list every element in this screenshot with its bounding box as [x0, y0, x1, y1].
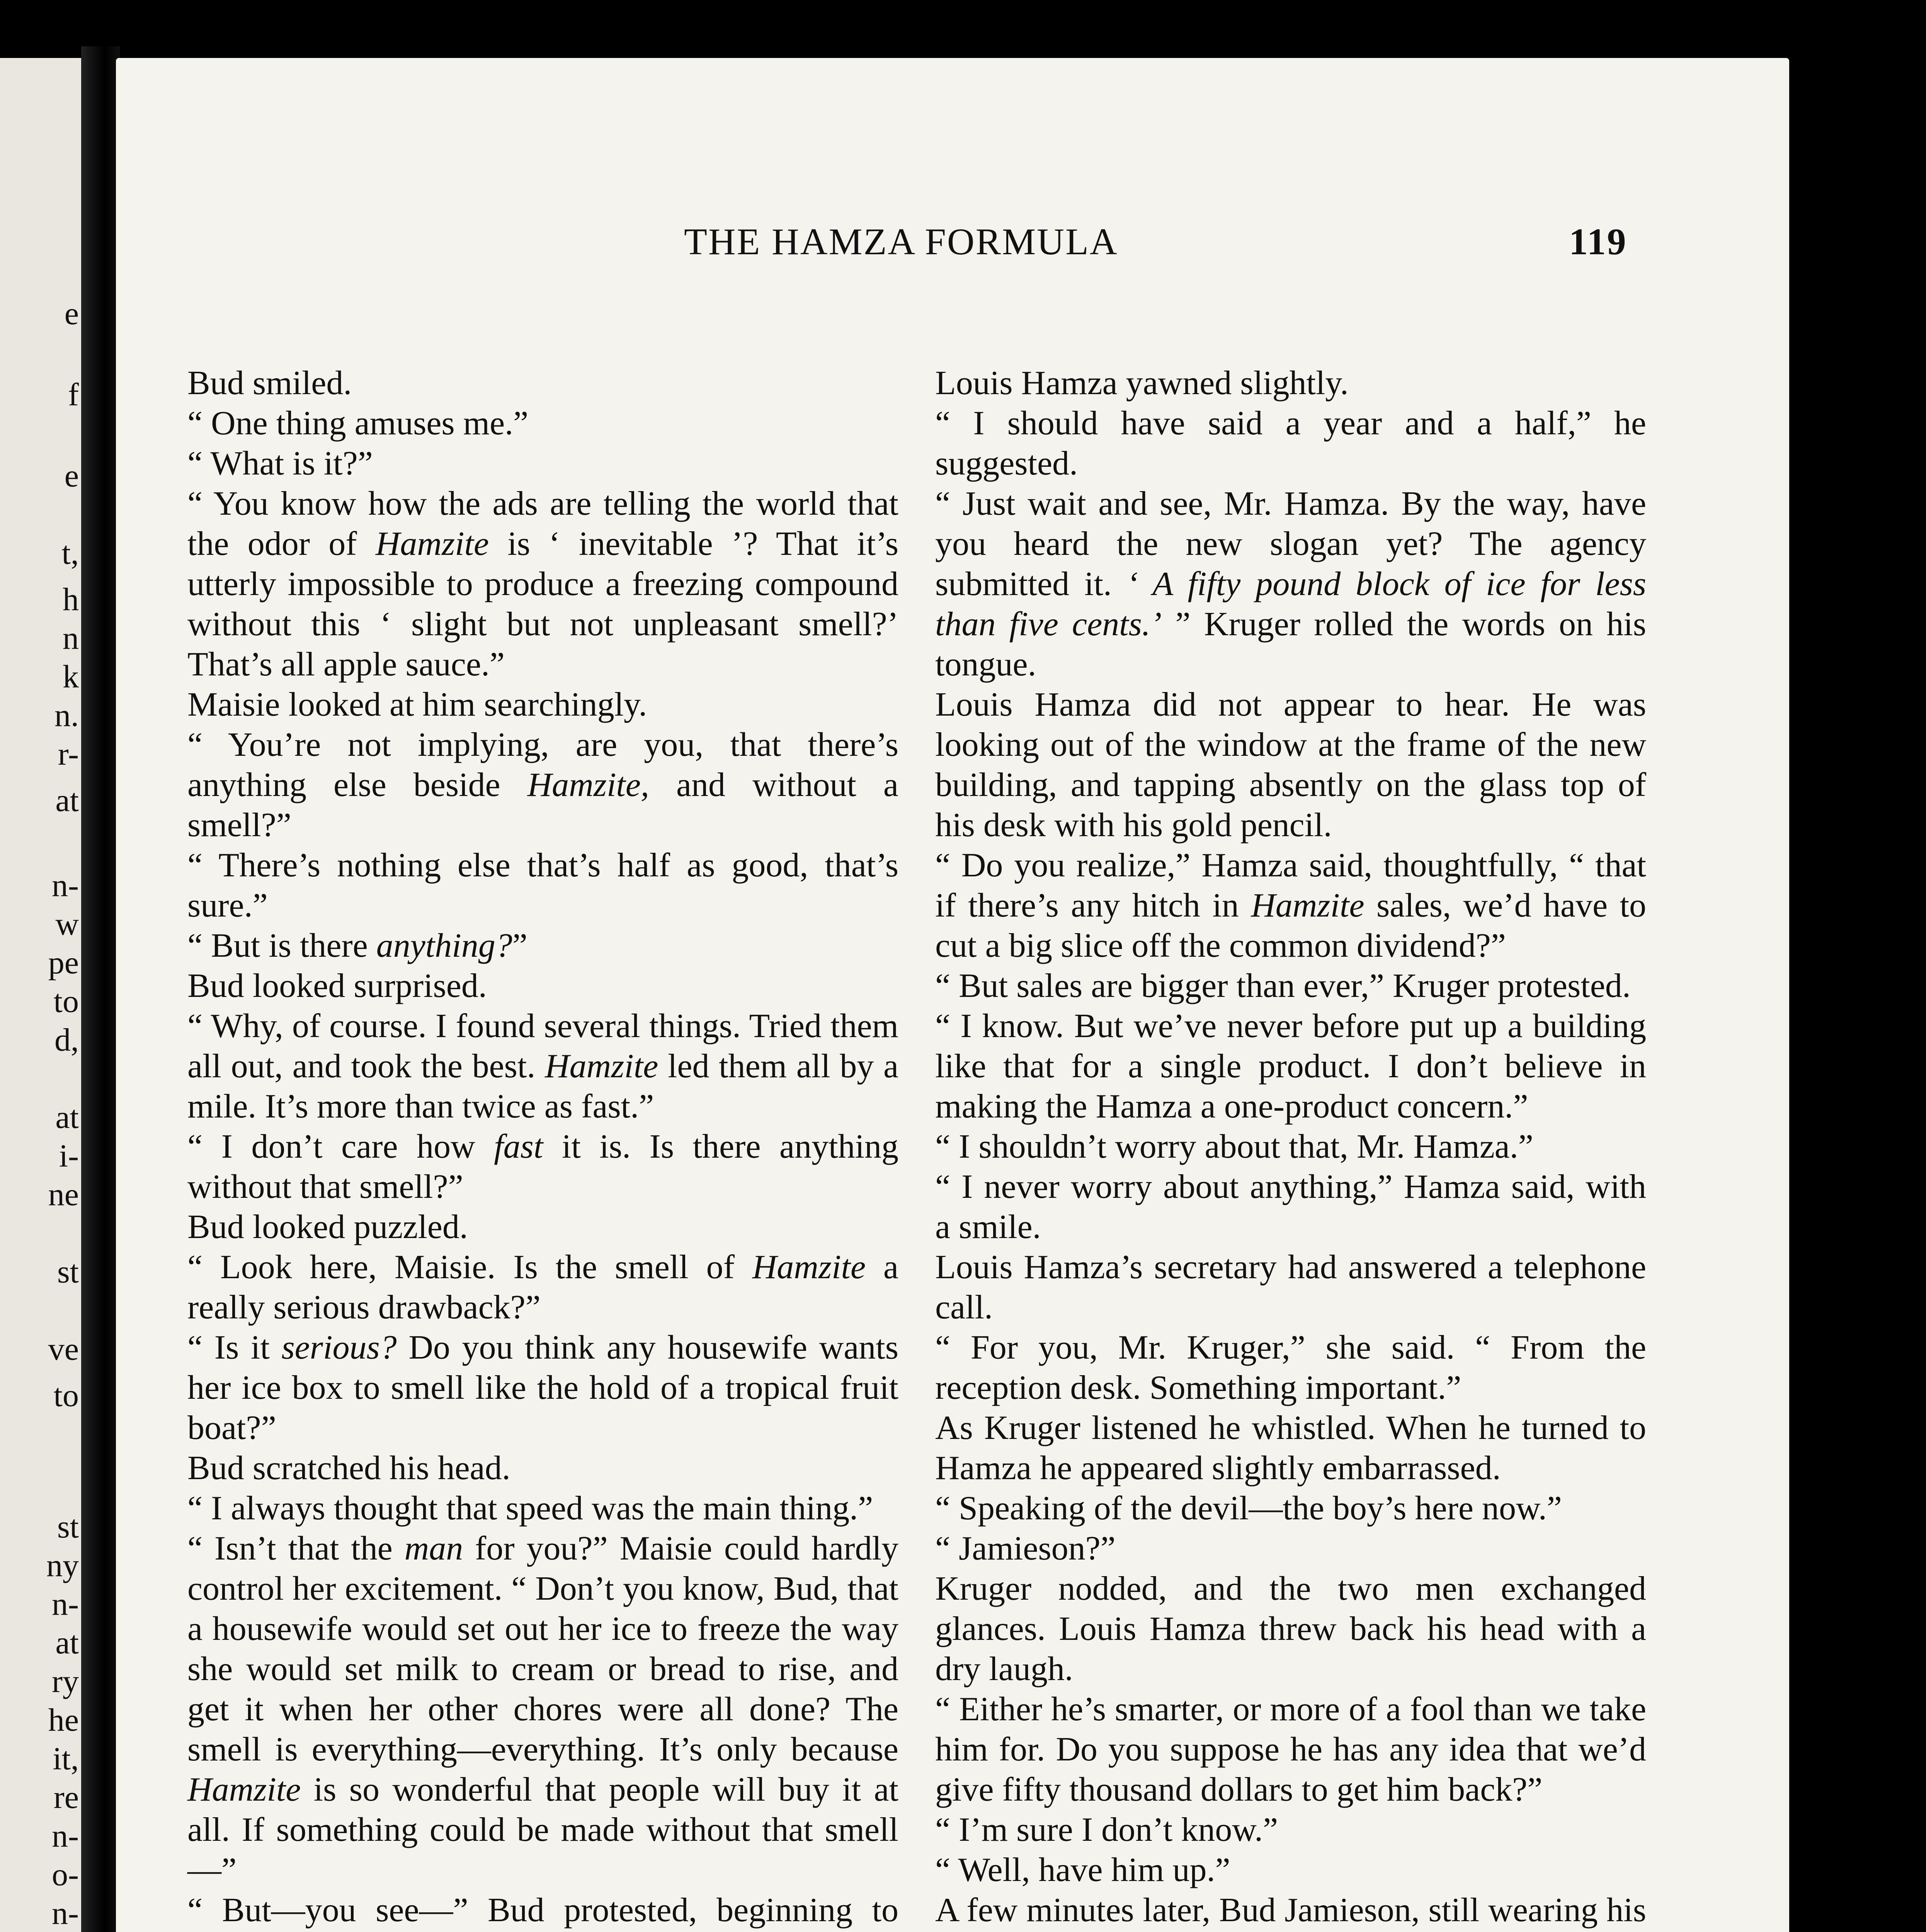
facing-page-fragment: n-: [52, 1586, 79, 1622]
facing-page-fragment: it,: [53, 1741, 79, 1777]
left-column: [187, 363, 898, 1932]
paragraph: “ Do you realize,” Hamza said, thoughtfully, “ that if there’s any hitch in Hamzite sales, we’d have to cut a big slice off the common dividend?”: [935, 847, 1646, 964]
paragraph: “ Just wait and see, Mr. Hamza. By the way, have you heard the new slogan yet? The agency submitted it. ‘ A fifty pound block of ice for less than five cents.’ ” Kruger rolled the words on his tongue.: [935, 485, 1646, 683]
paragraph: A few minutes later, Bud Jamieson, still wearing his: [935, 1891, 1646, 1929]
facing-page-fragment: n: [63, 620, 79, 656]
paragraph: “ Is it serious? Do you think any housewife wants her ice box to smell like the hold of a tropical fruit boat?”: [187, 1329, 899, 1447]
facing-page-fragment: e: [64, 458, 79, 494]
paragraph: Bud smiled.: [187, 364, 352, 402]
page-number: 119: [1569, 221, 1627, 263]
paragraph: “ I know. But we’ve never before put up a building like that for a single product. I don’t believe in making the Hamza a one-product concern.”: [935, 1007, 1646, 1125]
facing-page-fragment: i-: [59, 1138, 79, 1174]
facing-page-fragment: h: [63, 582, 79, 617]
facing-page-fragment: r-: [58, 736, 79, 772]
paragraph: “ You know how the ads are telling the world that the odor of Hamzite is ‘ inevitable ’? That it’s utterly impossible to produce a freezing compound without this ‘ slight but not unpleasant smell?’ That’s all apple sauce.”: [187, 485, 898, 683]
facing-page-fragment: at: [55, 1099, 79, 1135]
facing-page-edge: [0, 58, 85, 1932]
paragraph: “ Isn’t that the man for you?” Maisie could hardly control her excitement. “ Don’t you know, Bud, that a housewife would set out her ice to freeze the way she would set milk to cream or bread to rise, and get it when her other chores were all done? The smell is everything—everything. It’s only because Hamzite is so wonderful that people will buy it at all. If something could be made without that smell—”: [187, 1530, 898, 1889]
facing-page-fragment: st: [57, 1254, 79, 1290]
facing-page-fragment: to: [53, 1378, 79, 1413]
paragraph: “ But is there anything?”: [187, 927, 527, 964]
facing-page-fragment: k: [63, 659, 79, 695]
paragraph: Bud looked puzzled.: [187, 1208, 468, 1246]
facing-page-fragment: to: [53, 983, 79, 1019]
facing-page-fragment: n-: [52, 867, 79, 903]
right-column: [935, 363, 1646, 1932]
paragraph: “ One thing amuses me.”: [187, 405, 529, 442]
paragraph: “ You’re not implying, are you, that there’s anything else beside Hamzite, and without a smell?”: [187, 726, 898, 844]
facing-page-fragment: t,: [61, 535, 79, 571]
facing-page-fragment: st: [57, 1509, 79, 1545]
facing-page-fragment: ry: [52, 1663, 79, 1699]
paragraph: “ I never worry about anything,” Hamza said, with a smile.: [935, 1168, 1646, 1246]
paragraph: Maisie looked at him searchingly.: [187, 686, 647, 723]
book-gutter: [81, 46, 120, 1932]
paragraph: “ Speaking of the devil—the boy’s here now.”: [935, 1490, 1562, 1527]
paragraph: “ Why, of course. I found several things. Tried them all out, and took the best. Hamzite led them all by a mile. It’s more than twice as fast.”: [187, 1007, 898, 1125]
facing-page-fragment: ve: [48, 1331, 79, 1367]
facing-page-fragment: n-: [52, 1895, 79, 1931]
facing-page-fragment: ny: [46, 1548, 79, 1583]
facing-page-fragment: at: [55, 1625, 79, 1661]
running-title: THE HAMZA FORMULA: [684, 221, 1118, 263]
facing-page-fragment: n-: [52, 1818, 79, 1854]
paragraph: “ What is it?”: [187, 445, 373, 482]
paragraph: “ I always thought that speed was the main thing.”: [187, 1490, 873, 1527]
paragraph: “ I should have said a year and a half,” he suggested.: [935, 405, 1646, 482]
facing-page-fragment: ne: [48, 1177, 79, 1213]
paragraph: Kruger nodded, and the two men exchanged glances. Louis Hamza threw back his head with a dry laugh.: [935, 1570, 1646, 1688]
facing-page-fragment: f: [68, 377, 79, 413]
paragraph: Louis Hamza’s secretary had answered a telephone call.: [935, 1248, 1646, 1326]
paragraph: “ I shouldn’t worry about that, Mr. Hamza.”: [935, 1128, 1533, 1165]
paragraph: Bud scratched his head.: [187, 1449, 510, 1487]
paragraph: Bud looked surprised.: [187, 967, 487, 1005]
paragraph: “ But sales are bigger than ever,” Kruger protested.: [935, 967, 1631, 1005]
paragraph: Louis Hamza did not appear to hear. He was looking out of the window at the frame of the new building, and tapping absently on the glass top of his desk with his gold pencil.: [935, 686, 1646, 844]
facing-page-fragment: he: [48, 1702, 79, 1738]
paragraph: As Kruger listened he whistled. When he turned to Hamza he appeared slightly embarrassed.: [935, 1409, 1646, 1487]
facing-page-fragment: re: [53, 1779, 79, 1815]
book-page: [116, 58, 1789, 1932]
paragraph: “ Jamieson?”: [935, 1530, 1116, 1567]
running-header: [116, 220, 1789, 267]
paragraph: “ For you, Mr. Kruger,” she said. “ From the reception desk. Something important.”: [935, 1329, 1646, 1406]
facing-page-fragment: w: [55, 906, 79, 942]
facing-page-fragment: e: [64, 296, 79, 332]
facing-page-fragment: o-: [52, 1857, 79, 1893]
paragraph: “ There’s nothing else that’s half as good, that’s sure.”: [187, 847, 898, 924]
paragraph: “ Either he’s smarter, or more of a fool than we take him for. Do you suppose he has any idea that we’d give fifty thousand dollars to get him back?”: [935, 1690, 1646, 1808]
paragraph: “ Look here, Maisie. Is the smell of Hamzite a really serious drawback?”: [187, 1248, 898, 1326]
paragraph: Louis Hamza yawned slightly.: [935, 364, 1349, 402]
facing-page-fragment: n.: [54, 697, 79, 733]
paragraph: “ I’m sure I don’t know.”: [935, 1811, 1278, 1849]
facing-page-fragment: at: [55, 782, 79, 818]
paragraph: “ Well, have him up.”: [935, 1851, 1230, 1889]
paragraph: “ But—you see—” Bud protested, beginning to: [187, 1891, 898, 1929]
facing-page-fragment: pe: [48, 945, 79, 981]
facing-page-fragment: d,: [54, 1022, 79, 1058]
paragraph: “ I don’t care how fast it is. Is there anything without that smell?”: [187, 1128, 898, 1206]
